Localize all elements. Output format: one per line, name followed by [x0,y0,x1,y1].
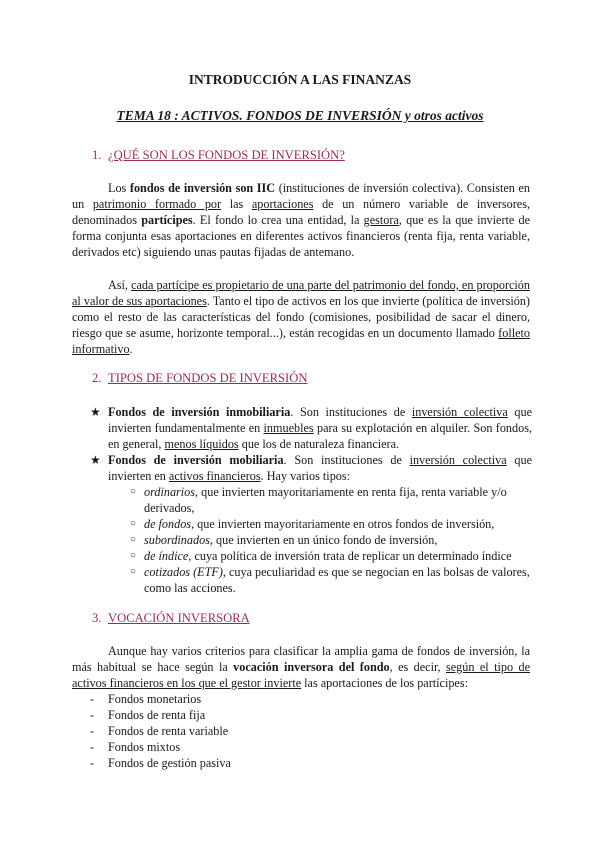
section-1-title: ¿QUÉ SON LOS FONDOS DE INVERSIÓN? [108,148,345,162]
list-item: ○ cotizados (ETF), cuya peculiaridad es que se negocian en las bolsas de valores, como las acciones. [130,565,530,595]
list-item: - Fondos de renta fija [90,708,206,722]
list-item: ○ ordinarios, que invierten mayoritariamente en renta fija, renta variable y/o derivados, [130,485,507,515]
section-2-heading [92,371,307,386]
list-item: ○ de fondos, que invierten mayoritariamente en otros fondos de inversión, [130,517,495,531]
circle-bullet-icon: ○ [130,518,137,529]
section-1-heading [92,148,345,163]
section-3-heading [92,611,250,626]
list-item: ★ Fondos de inversión mobiliaria. Son instituciones de inversión colectiva que invierten en activos financieros. Hay varios tipos: [90,453,532,483]
list-item: - Fondos de renta variable [90,724,229,738]
circle-bullet-icon: ○ [130,534,137,545]
section-3-number: 3. [92,611,102,625]
fund-types-list [72,404,532,596]
section-1-paragraph-1: Los fondos de inversión son IIC (instituciones de inversión colectiva). Consisten en un patrimonio formado por las aportaciones de un número variable de inversores, denominados partícipes. El fondo lo crea una entidad, la gestora, que es la que invierte de forma conjunta esas aportaciones en diferentes activos financieros (renta fija, renta variable, derivados etc) siguiendo unas pautas fijadas de antemano. [72,181,531,259]
list-item: - Fondos monetarios [90,692,202,706]
topic-title: TEMA 18 : ACTIVOS. FONDOS DE INVERSIÓN y otros activos [116,108,484,123]
circle-bullet-icon: ○ [130,550,137,561]
list-item: - Fondos de gestión pasiva [90,756,231,770]
list-item: ○ de índice, cuya política de inversión trata de replicar un determinado índice [130,549,512,563]
section-3-paragraph: Aunque hay varios criterios para clasificar la amplia gama de fondos de inversión, la más habitual se hace según la vocación inversora del fondo, es decir, según el tipo de activos financieros en los que el gestor invierte las aportaciones de los partícipes: [72,644,530,690]
document-title: INTRODUCCIÓN A LAS FINANZAS [188,72,412,87]
circle-bullet-icon: ○ [130,486,137,497]
section-2-title: TIPOS DE FONDOS DE INVERSIÓN [108,371,308,385]
circle-bullet-icon: ○ [130,566,137,577]
section-3-title: VOCACIÓN INVERSORA [108,611,250,625]
dash-bullet-icon: - [90,692,95,706]
section-1-number: 1. [92,148,102,162]
section-1-paragraph-2: Así, cada partícipe es propietario de una parte del patrimonio del fondo, en proporción al valor de sus aportaciones. Tanto el tipo de activos en los que invierte (política de inversión) como el resto de las características del fondo (comisiones, posibilidad de sacar el dinero, riesgo que se asume, horizonte temporal...), están recogidas en un documento llamado folleto informativo. [72,278,530,356]
dash-bullet-icon: - [90,724,95,738]
dash-bullet-icon: - [90,756,95,770]
list-item: - Fondos mixtos [90,740,181,754]
list-item: ○ subordinados, que invierten en un único fondo de inversión, [130,533,438,547]
star-bullet-icon: ★ [90,453,101,467]
list-item: ★ Fondos de inversión inmobiliaria. Son instituciones de inversión colectiva que invierten fundamentalmente en inmuebles para su explotación en alquiler. Son fondos, en general, menos líquidos que los de naturaleza financiera. [90,405,533,451]
dash-bullet-icon: - [90,708,95,722]
vocation-list [72,691,532,771]
star-bullet-icon: ★ [90,405,101,419]
dash-bullet-icon: - [90,740,95,754]
section-2-number: 2. [92,371,102,385]
